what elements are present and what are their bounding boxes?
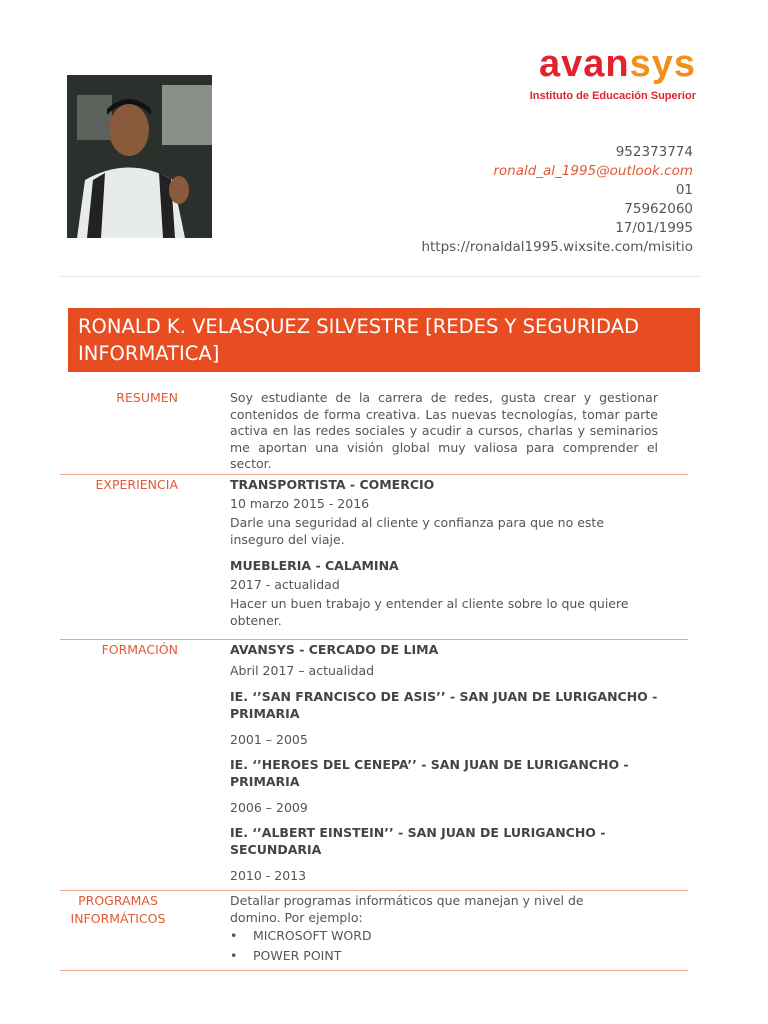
logo-text-red: avan xyxy=(538,43,630,85)
section-divider xyxy=(60,970,688,971)
education-date: 2006 – 2009 xyxy=(230,800,308,815)
education-date: 2001 – 2005 xyxy=(230,732,308,747)
education-title: IE. ‘’SAN FRANCISCO DE ASIS’’ - SAN JUAN DE LURIGANCHO - PRIMARIA xyxy=(230,689,658,721)
education-date: 2010 - 2013 xyxy=(230,868,307,883)
section-divider xyxy=(60,474,688,475)
job-date: 2017 - actualidad xyxy=(230,577,340,592)
section-divider xyxy=(60,890,688,891)
email-link[interactable]: ronald_al_1995@outlook.com xyxy=(493,163,693,179)
list-item: • MICROSOFT WORD xyxy=(230,926,610,946)
website-link[interactable]: https://ronaldal1995.wixsite.com/misitio xyxy=(421,239,693,255)
education-title: AVANSYS - CERCADO DE LIMA xyxy=(230,642,439,657)
contact-info xyxy=(421,143,693,257)
job-date: 10 marzo 2015 - 2016 xyxy=(230,496,370,511)
education-title: IE. ‘’ALBERT EINSTEIN’’ - SAN JUAN DE LURIGANCHO - SECUNDARIA xyxy=(230,825,606,857)
experiencia-content xyxy=(230,477,658,629)
job-title: TRANSPORTISTA - COMERCIO xyxy=(230,477,435,492)
dni: 75962060 xyxy=(624,201,693,217)
programas-list xyxy=(230,926,610,966)
programas-intro: Detallar programas informáticos que manejan y nivel de domino. Por ejemplo: xyxy=(230,893,584,925)
list-item: • POWER POINT xyxy=(230,946,610,966)
name-title-bar: RONALD K. VELASQUEZ SILVESTRE [REDES Y SEGURIDAD INFORMATICA] xyxy=(68,308,700,372)
programas-content xyxy=(230,893,610,966)
formacion-content xyxy=(230,642,658,884)
phone: 952373774 xyxy=(615,144,693,160)
logo-text-orange: sys xyxy=(629,43,696,85)
header-divider xyxy=(60,276,700,277)
section-label-resumen: RESUMEN xyxy=(116,390,178,405)
education-date: Abril 2017 – actualidad xyxy=(230,663,375,678)
education-title: IE. ‘’HEROES DEL CENEPA’’ - SAN JUAN DE LURIGANCHO - PRIMARIA xyxy=(230,757,629,789)
job-desc: Hacer un buen trabajo y entender al cliente sobre lo que quiere obtener. xyxy=(230,596,629,628)
job-title: MUEBLERIA - CALAMINA xyxy=(230,558,399,573)
profile-photo xyxy=(67,75,212,238)
resumen-text: Soy estudiante de la carrera de redes, gusta crear y gestionar contenidos de forma creativa. Las nuevas tecnologías, tomar parte activa en las redes sociales y acudir a cursos, charlas y seminarios me aportan una visión global muy valiosa para comprender el sector. xyxy=(230,390,658,471)
job-desc: Darle una seguridad al cliente y confianza para que no este inseguro del viaje. xyxy=(230,515,605,547)
section-divider xyxy=(60,639,688,640)
section-label-experiencia: EXPERIENCIA xyxy=(95,477,178,492)
avansys-logo xyxy=(520,44,696,102)
code: 01 xyxy=(675,182,693,198)
section-label-programas: PROGRAMAS INFORMÁTICOS xyxy=(70,893,166,926)
birthdate: 17/01/1995 xyxy=(615,220,693,236)
logo-subtitle: Instituto de Educación Superior xyxy=(529,90,696,102)
section-label-formacion: FORMACIÓN xyxy=(101,642,178,657)
